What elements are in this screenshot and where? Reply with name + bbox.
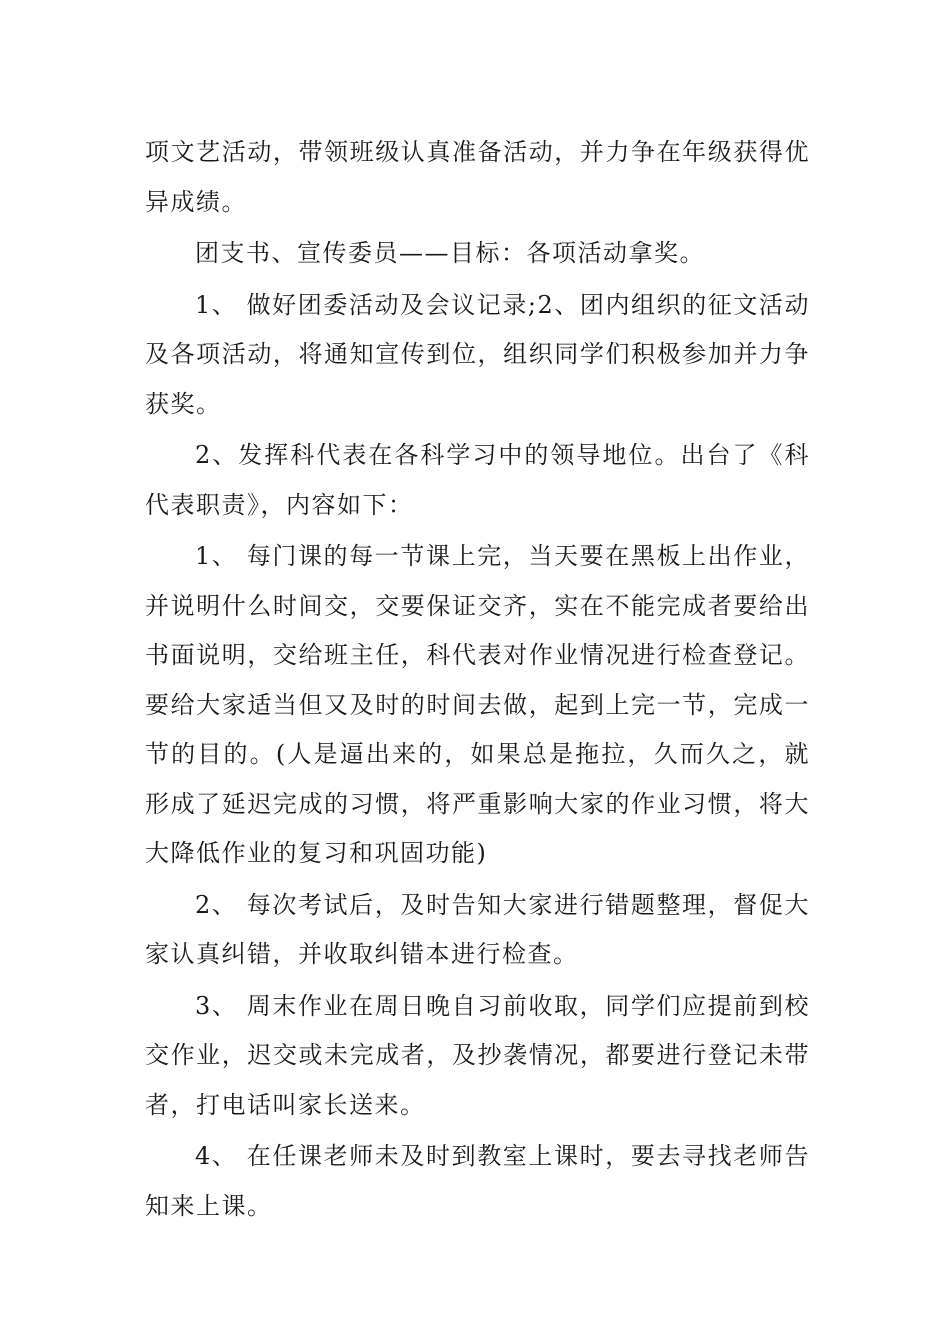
paragraph-duty-exam-corrections: 2、 每次考试后，及时告知大家进行错题整理，督促大家认真纠错，并收取纠错本进行检查。 <box>145 890 810 968</box>
document-body <box>145 128 810 1231</box>
paragraph-league-secretary-goal: 团支书、宣传委员——目标：各项活动拿奖。 <box>195 239 705 267</box>
paragraph-subject-representatives: 2、发挥科代表在各科学习中的领导地位。出台了《科代表职责》，内容如下： <box>145 441 810 519</box>
paragraph-duty-weekend-homework: 3、 周末作业在周日晚自习前收取，同学们应提前到校交作业，迟交或未完成者，及抄袭情况，都要进行登记未带者，打电话叫家长送来。 <box>145 991 810 1119</box>
paragraph-continuation: 项文艺活动，带领班级认真准备活动，并力争在年级获得优异成绩。 <box>145 138 810 216</box>
paragraph-league-duties: 1、 做好团委活动及会议记录;2、团内组织的征文活动及各项活动，将通知宣传到位，组织同学们积极参加并力争获奖。 <box>145 290 810 418</box>
paragraph-duty-homework: 1、 每门课的每一节课上完，当天要在黑板上出作业，并说明什么时间交，交要保证交齐，实在不能完成者要给出书面说明，交给班主任，科代表对作业情况进行检查登记。要给大家适当但又及时的时间去做，起到上完一节，完成一节的目的。(人是逼出来的，如果总是拖拉，久而久之，就形成了延迟完成的习惯，将严重影响大家的作业习惯，将大大降低作业的复习和巩固功能) <box>145 542 810 867</box>
paragraph-duty-find-teacher: 4、 在任课老师未及时到教室上课时，要去寻找老师告知来上课。 <box>145 1142 810 1220</box>
